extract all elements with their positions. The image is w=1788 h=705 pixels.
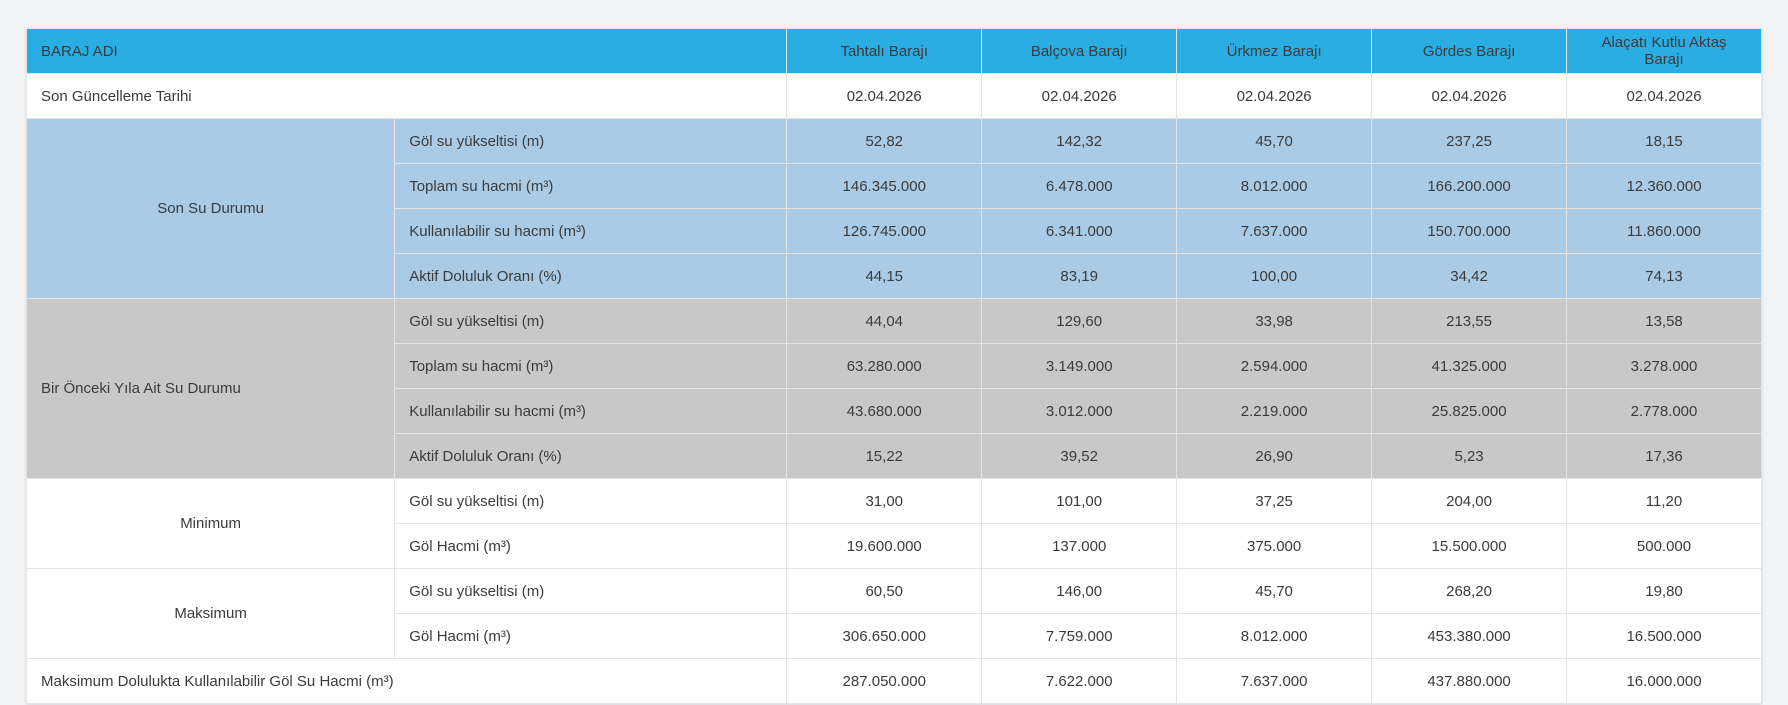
cell-max-usable-alacati: 16.000.000 [1567,659,1762,704]
cell-value: 6.478.000 [982,164,1177,209]
cell-max-usable-balcova: 7.622.000 [982,659,1177,704]
row-label-usable-volume: Kullanılabilir su hacmi (m³) [395,209,787,254]
cell-value: 7.637.000 [1177,209,1372,254]
table-body [27,74,1762,704]
cell-value: 44,15 [787,254,982,299]
table-row [27,119,1762,164]
cell-value: 60,50 [787,569,982,614]
cell-max-usable-gordes: 437.880.000 [1372,659,1567,704]
cell-value: 39,52 [982,434,1177,479]
cell-value: 26,90 [1177,434,1372,479]
cell-last-update-alacati: 02.04.2026 [1567,74,1762,119]
cell-value: 34,42 [1372,254,1567,299]
cell-value: 16.500.000 [1567,614,1762,659]
cell-value: 18,15 [1567,119,1762,164]
cell-value: 204,00 [1372,479,1567,524]
cell-value: 7.759.000 [982,614,1177,659]
table-header [27,29,1762,74]
cell-value: 6.341.000 [982,209,1177,254]
group-label-minimum: Minimum [27,479,395,569]
cell-value: 146.345.000 [787,164,982,209]
table-row-last-update [27,74,1762,119]
cell-value: 11,20 [1567,479,1762,524]
cell-value: 44,04 [787,299,982,344]
cell-last-update-balcova: 02.04.2026 [982,74,1177,119]
cell-value: 2.219.000 [1177,389,1372,434]
cell-value: 306.650.000 [787,614,982,659]
cell-value: 500.000 [1567,524,1762,569]
table-row [27,569,1762,614]
row-label-lake-volume: Göl Hacmi (m³) [395,614,787,659]
header-dam-name: BARAJ ADI [27,29,787,74]
cell-value: 19,80 [1567,569,1762,614]
cell-value: 3.278.000 [1567,344,1762,389]
cell-value: 11.860.000 [1567,209,1762,254]
row-label-total-volume: Toplam su hacmi (m³) [395,344,787,389]
row-label-total-volume: Toplam su hacmi (m³) [395,164,787,209]
cell-value: 45,70 [1177,569,1372,614]
cell-value: 8.012.000 [1177,614,1372,659]
cell-last-update-urkmez: 02.04.2026 [1177,74,1372,119]
cell-value: 15.500.000 [1372,524,1567,569]
cell-value: 19.600.000 [787,524,982,569]
header-dam-alacati: Alaçatı Kutlu Aktaş Barajı [1567,29,1762,74]
table-header-row [27,29,1762,74]
cell-value: 5,23 [1372,434,1567,479]
cell-value: 142,32 [982,119,1177,164]
cell-value: 2.778.000 [1567,389,1762,434]
cell-value: 137.000 [982,524,1177,569]
cell-value: 17,36 [1567,434,1762,479]
cell-value: 453.380.000 [1372,614,1567,659]
header-dam-gordes: Gördes Barajı [1372,29,1567,74]
cell-value: 129,60 [982,299,1177,344]
cell-max-usable-tahtali: 287.050.000 [787,659,982,704]
cell-value: 41.325.000 [1372,344,1567,389]
row-label-lake-level: Göl su yükseltisi (m) [395,479,787,524]
row-label-max-usable-volume: Maksimum Dolulukta Kullanılabilir Göl Su Hacmi (m³) [27,659,787,704]
row-label-lake-level: Göl su yükseltisi (m) [395,119,787,164]
cell-value: 126.745.000 [787,209,982,254]
table-row [27,479,1762,524]
row-label-usable-volume: Kullanılabilir su hacmi (m³) [395,389,787,434]
cell-value: 37,25 [1177,479,1372,524]
cell-max-usable-urkmez: 7.637.000 [1177,659,1372,704]
cell-value: 375.000 [1177,524,1372,569]
table-row-max-usable [27,659,1762,704]
row-label-lake-level: Göl su yükseltisi (m) [395,299,787,344]
cell-value: 150.700.000 [1372,209,1567,254]
cell-value: 101,00 [982,479,1177,524]
header-dam-balcova: Balçova Barajı [982,29,1177,74]
row-label-lake-volume: Göl Hacmi (m³) [395,524,787,569]
cell-value: 83,19 [982,254,1177,299]
cell-value: 33,98 [1177,299,1372,344]
cell-value: 8.012.000 [1177,164,1372,209]
cell-value: 45,70 [1177,119,1372,164]
cell-value: 25.825.000 [1372,389,1567,434]
cell-value: 31,00 [787,479,982,524]
cell-value: 2.594.000 [1177,344,1372,389]
cell-value: 43.680.000 [787,389,982,434]
cell-value: 52,82 [787,119,982,164]
header-dam-tahtali: Tahtalı Barajı [787,29,982,74]
cell-last-update-tahtali: 02.04.2026 [787,74,982,119]
cell-value: 3.012.000 [982,389,1177,434]
cell-value: 268,20 [1372,569,1567,614]
cell-value: 100,00 [1177,254,1372,299]
row-label-lake-level: Göl su yükseltisi (m) [395,569,787,614]
group-label-maximum: Maksimum [27,569,395,659]
header-dam-urkmez: Ürkmez Barajı [1177,29,1372,74]
row-label-active-fill-rate: Aktif Doluluk Oranı (%) [395,254,787,299]
row-label-active-fill-rate: Aktif Doluluk Oranı (%) [395,434,787,479]
row-label-last-update: Son Güncelleme Tarihi [27,74,787,119]
group-label-previous-year-water-status: Bir Önceki Yıla Ait Su Durumu [27,299,395,479]
cell-value: 12.360.000 [1567,164,1762,209]
cell-value: 74,13 [1567,254,1762,299]
cell-value: 13,58 [1567,299,1762,344]
cell-value: 237,25 [1372,119,1567,164]
cell-value: 166.200.000 [1372,164,1567,209]
cell-value: 15,22 [787,434,982,479]
group-label-current-water-status: Son Su Durumu [27,119,395,299]
cell-value: 63.280.000 [787,344,982,389]
cell-last-update-gordes: 02.04.2026 [1372,74,1567,119]
dam-water-status-table-container [26,28,1762,704]
cell-value: 146,00 [982,569,1177,614]
dam-water-status-table [26,28,1762,704]
table-row [27,299,1762,344]
cell-value: 3.149.000 [982,344,1177,389]
cell-value: 213,55 [1372,299,1567,344]
